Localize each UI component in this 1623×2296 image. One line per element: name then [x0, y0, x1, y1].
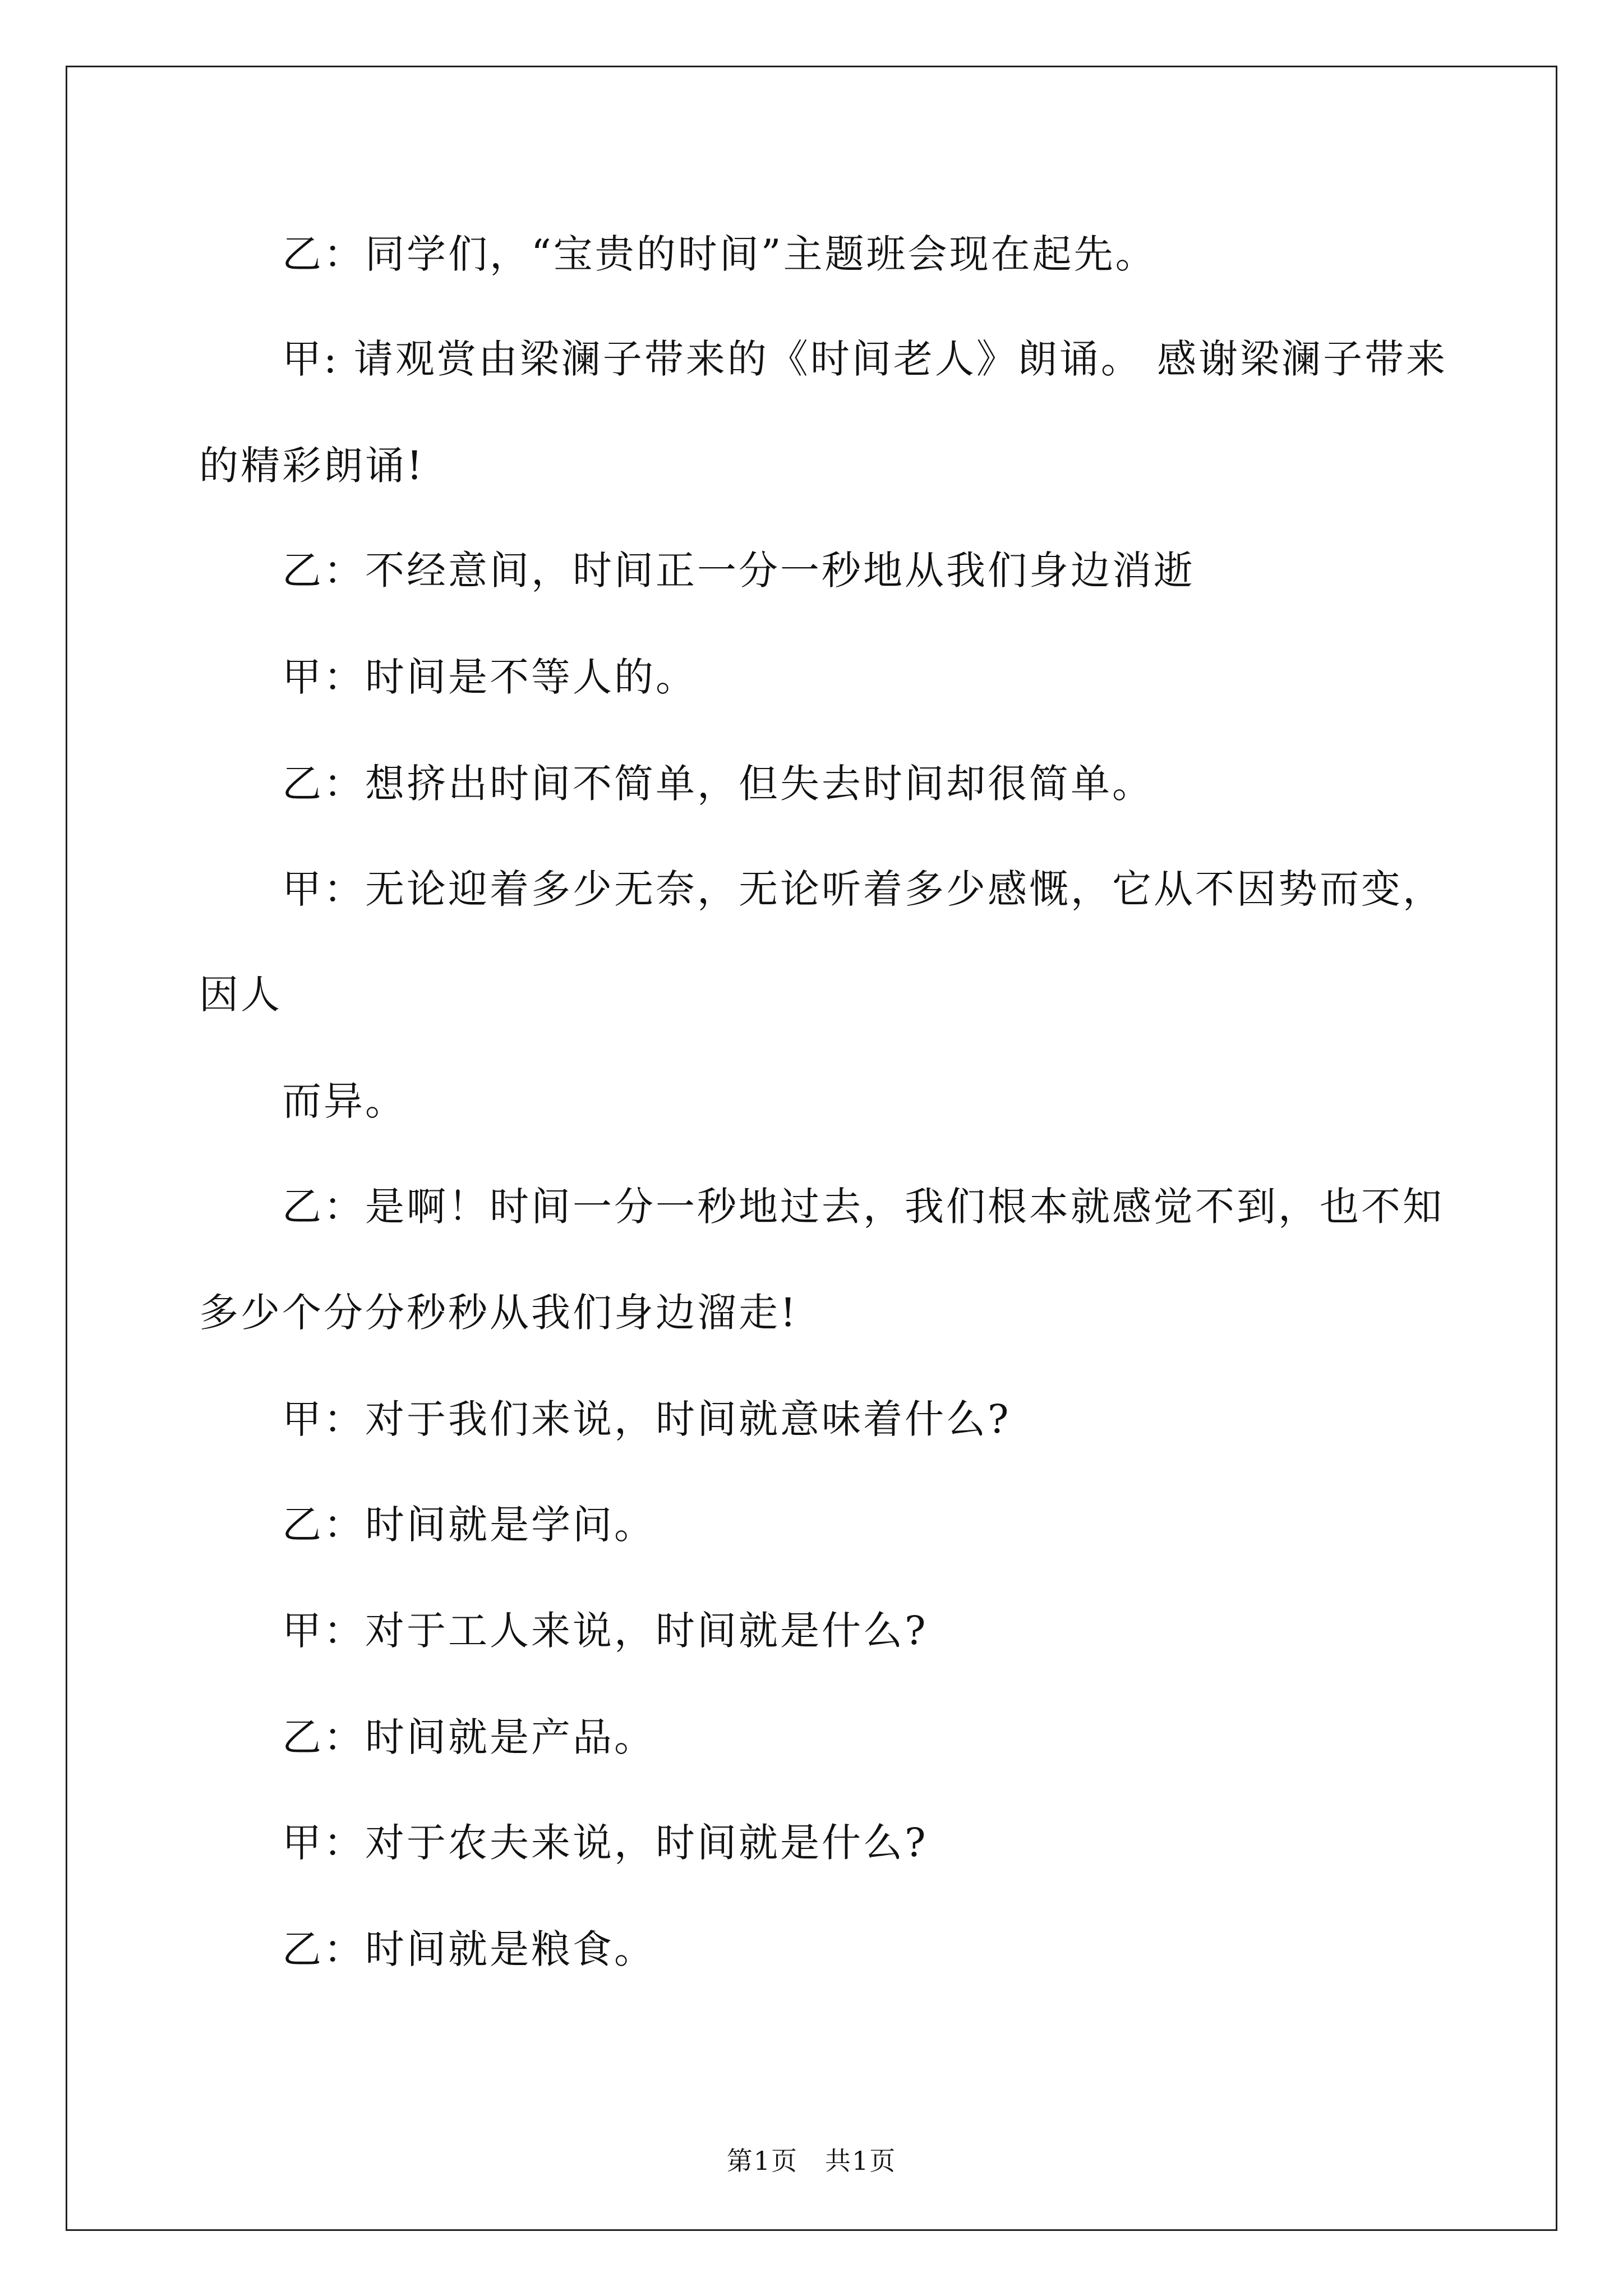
dialogue-line-1: 乙：同学们，“宝贵的时间”主题班会现在起先。 [282, 231, 1157, 277]
dialogue-line-6: 乙：想挤出时间不简单，但失去时间却很简单。 [282, 761, 1154, 807]
dialogue-line-16: 甲：对于农夫来说，时间就是什么? [282, 1820, 928, 1866]
dialogue-line-2: 甲: 请观赏由梁澜子带来的《时间老人》朗诵。 感谢梁澜子带来 [282, 336, 1448, 382]
dialogue-line-4: 乙：不经意间，时间正一分一秒地从我们身边消逝 [282, 547, 1195, 593]
dialogue-line-17: 乙：时间就是粮食。 [282, 1926, 656, 1972]
dialogue-line-3: 的精彩朗诵! [199, 443, 425, 489]
dialogue-line-8: 因人 [199, 972, 282, 1018]
dialogue-line-5: 甲：时间是不等人的。 [282, 654, 697, 700]
dialogue-line-11: 多少个分分秒秒从我们身边溜走! [199, 1290, 799, 1336]
dialogue-line-7: 甲：无论迎着多少无奈，无论听着多少感慨，它从不因势而变， [282, 866, 1444, 912]
page-border [66, 66, 1557, 2231]
dialogue-line-15: 乙：时间就是产品。 [282, 1714, 656, 1760]
page-footer: 第1页 共1页 [726, 2146, 897, 2176]
dialogue-line-12: 甲：对于我们来说，时间就意味着什么? [282, 1396, 1011, 1442]
dialogue-line-10: 乙：是啊！时间一分一秒地过去，我们根本就感觉不到，也不知 [282, 1184, 1444, 1230]
dialogue-line-14: 甲：对于工人来说，时间就是什么? [282, 1608, 928, 1654]
dialogue-line-13: 乙：时间就是学问。 [282, 1502, 656, 1548]
dialogue-line-9: 而异。 [282, 1078, 407, 1124]
